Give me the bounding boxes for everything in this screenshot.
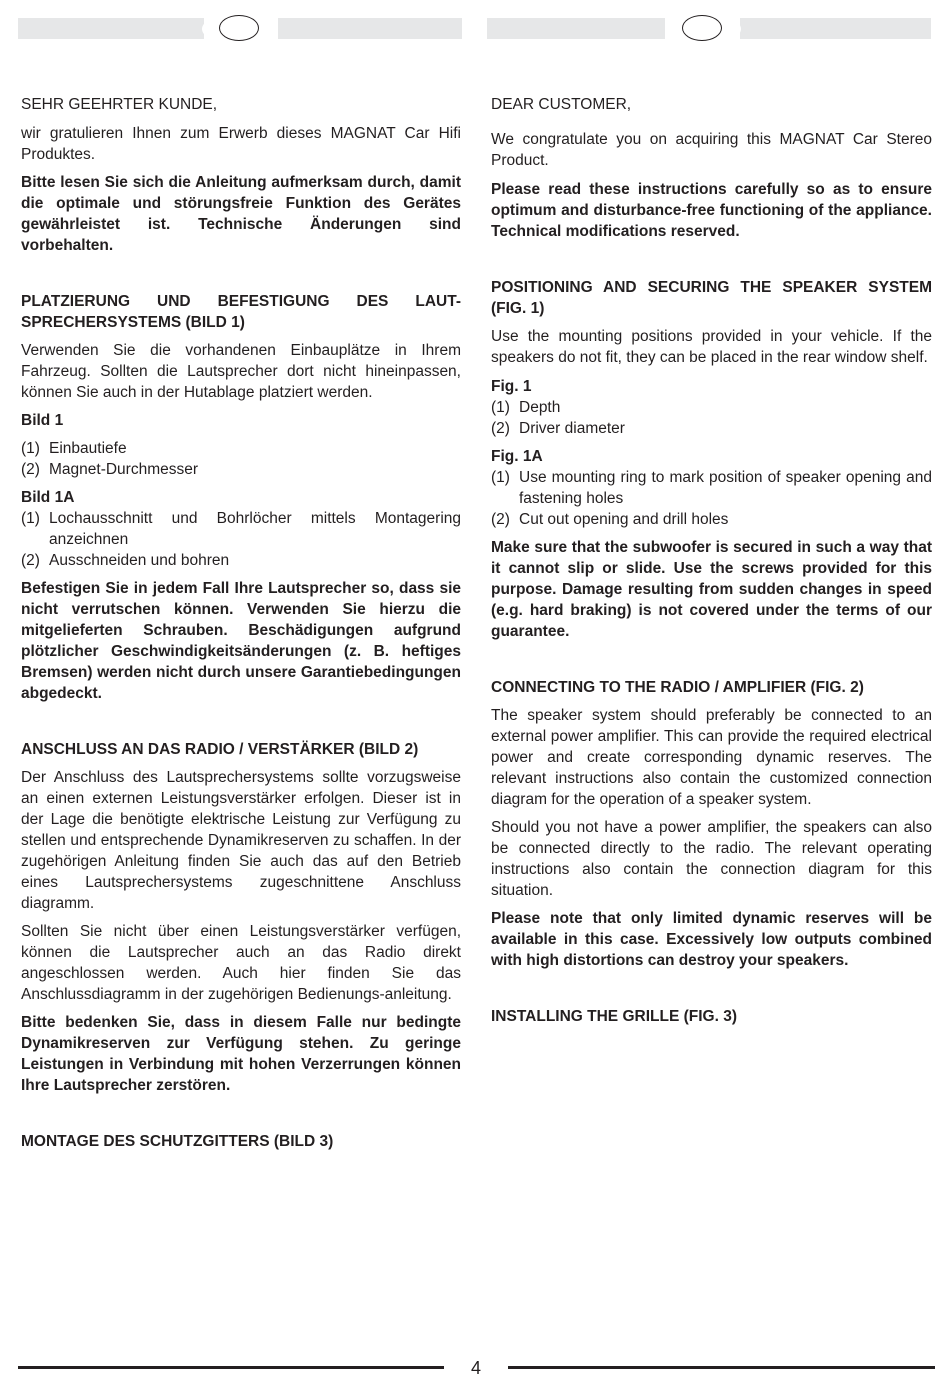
greeting: DEAR CUSTOMER, — [491, 96, 632, 113]
header-bar-left-segment — [18, 18, 204, 39]
fig1a-list — [491, 467, 932, 530]
list-number: (1) — [21, 440, 40, 457]
connection-warning: Please note that only limited dynamic reserves will be available in this case. Excessively low outputs combined with high distortions can destroy your speakers. — [491, 910, 932, 969]
list-item — [491, 397, 932, 418]
fig1-list — [491, 397, 932, 439]
fig1a-label: Bild 1A — [21, 489, 75, 506]
header-bar-left-segment — [278, 18, 462, 39]
section-heading-positioning: PLATZIERUNG UND BEFESTIGUNG DES LAUT-SPRECHERSYSTEMS (BILD 1) — [21, 293, 461, 331]
fig1a-list — [21, 508, 461, 571]
list-text: Einbautiefe — [49, 440, 127, 457]
intro-notice: Please read these instructions carefully so as to ensure optimum and disturbance-free functioning of the appliance. Technical modifications reserved. — [491, 181, 932, 240]
connection-text-1: Der Anschluss des Lautsprechersystems sollte vorzugsweise an einen externen Leistungsverstärker erfolgen. Dieser ist in der Lage die benötigte elektrische Leistung zur Verfügung zu stellen und entsprechende Dynamikreserven zu schaffen. In der zugehörigen Anleitung finden Sie auch das auf den Betrieb eines Lautsprechersystems zugeschnittene Anschluss diagramm. — [21, 769, 461, 912]
list-number: (2) — [21, 552, 40, 569]
section-heading-connection: ANSCHLUSS AN DAS RADIO / VERSTÄRKER (BILD 2) — [21, 741, 419, 758]
language-badge-german — [202, 13, 278, 45]
german-column — [21, 94, 461, 1152]
language-badge-english — [665, 13, 741, 45]
connection-text-2: Should you not have a power amplifier, the speakers can also be connected directly to the radio. The relevant operating instructions also contain the connection diagram for this situation. — [491, 819, 932, 899]
connection-warning: Bitte bedenken Sie, dass in diesem Falle nur bedingte Dynamikreserven zur Verfügung stehen. Zu geringe Leistungen in Verbindung mit hohen Verzerrungen können Ihre Lautsprecher zerstören. — [21, 1014, 461, 1094]
language-oval-icon — [682, 15, 722, 41]
list-item — [491, 418, 932, 439]
list-number: (2) — [21, 461, 40, 478]
intro-notice: Bitte lesen Sie sich die Anleitung aufmerksam durch, damit die optimale und störungsfreie Funktion des Gerätes gewährleistet ist. Technische Änderungen sind vorbehalten. — [21, 174, 461, 254]
greeting: SEHR GEEHRTER KUNDE, — [21, 96, 218, 113]
fig1-label: Fig. 1 — [491, 378, 532, 395]
list-item — [21, 550, 461, 571]
list-text: Use mounting ring to mark position of speaker opening and fastening holes — [519, 469, 932, 507]
positioning-warning: Make sure that the subwoofer is secured in such a way that it cannot slip or slide. Use the screws provided for this purpose. Damage resulting from sudden changes in speed (e.g. hard braking) is not covered under the terms of our guarantee. — [491, 539, 932, 640]
connection-text-1: The speaker system should preferably be connected to an external power amplifier. This can provide the required electrical power and create corresponding dynamic reserves. The relevant instructions also contain the customized connection diagram for the operation of a speaker system. — [491, 707, 932, 808]
intro-text: We congratulate you on acquiring this MAGNAT Car Stereo Product. — [491, 131, 932, 169]
section-heading-positioning: POSITIONING AND SECURING THE SPEAKER SYSTEM (FIG. 1) — [491, 279, 932, 317]
list-text: Depth — [519, 399, 561, 416]
list-number: (1) — [491, 469, 510, 486]
section-heading-grille: MONTAGE DES SCHUTZGITTERS (BILD 3) — [21, 1133, 334, 1150]
connection-text-2: Sollten Sie nicht über einen Leistungsverstärker verfügen, können die Lautsprecher auch an das Radio direkt angeschlossen werden. Auch hier finden Sie das Anschlussdiagramm in der zugehörigen Bedienungs-anleitung. — [21, 923, 461, 1003]
list-text: Lochausschnitt und Bohrlöcher mittels Montagering anzeichnen — [49, 510, 461, 548]
language-oval-icon — [219, 15, 259, 41]
list-text: Magnet-Durchmesser — [49, 461, 199, 478]
list-number: (1) — [491, 399, 510, 416]
page-number: 4 — [470, 1358, 481, 1378]
list-item — [21, 508, 461, 550]
fig1-list — [21, 438, 461, 480]
list-item — [21, 459, 461, 480]
fig1-label: Bild 1 — [21, 412, 64, 429]
list-text: Driver diameter — [519, 420, 625, 437]
footer-rule-left — [18, 1366, 444, 1369]
list-item — [491, 509, 932, 530]
list-item — [491, 467, 932, 509]
list-item — [21, 438, 461, 459]
fig1a-label: Fig. 1A — [491, 448, 543, 465]
section-heading-grille: INSTALLING THE GRILLE (FIG. 3) — [491, 1008, 737, 1025]
english-column — [491, 94, 932, 1027]
list-number: (2) — [491, 511, 510, 528]
list-number: (2) — [491, 420, 510, 437]
header-bar-right-segment — [487, 18, 665, 39]
footer-rule-right — [508, 1366, 935, 1369]
positioning-text: Verwenden Sie die vorhandenen Einbauplätze in Ihrem Fahrzeug. Sollten die Lautsprecher dort nicht hineinpassen, können Sie auch in der Hutablage platziert werden. — [21, 342, 461, 401]
positioning-warning: Befestigen Sie in jedem Fall Ihre Lautsprecher so, dass sie nicht verrutschen können. Verwenden Sie hierzu die mitgelieferten Schrauben. Beschädigungen aufgrund plötzlicher Geschwindigkeitsänderungen (z. B. heftiges Bremsen) werden nicht durch unsere Garantiebedingungen abgedeckt. — [21, 580, 461, 702]
intro-text: wir gratulieren Ihnen zum Erwerb dieses MAGNAT Car Hifi Produktes. — [21, 125, 461, 163]
list-text: Ausschneiden und bohren — [49, 552, 230, 569]
section-heading-connection: CONNECTING TO THE RADIO / AMPLIFIER (FIG. 2) — [491, 679, 864, 696]
header-bar-right-segment — [740, 18, 931, 39]
list-number: (1) — [21, 510, 40, 527]
list-text: Cut out opening and drill holes — [519, 511, 729, 528]
positioning-text: Use the mounting positions provided in your vehicle. If the speakers do not fit, they can be placed in the rear window shelf. — [491, 328, 932, 366]
